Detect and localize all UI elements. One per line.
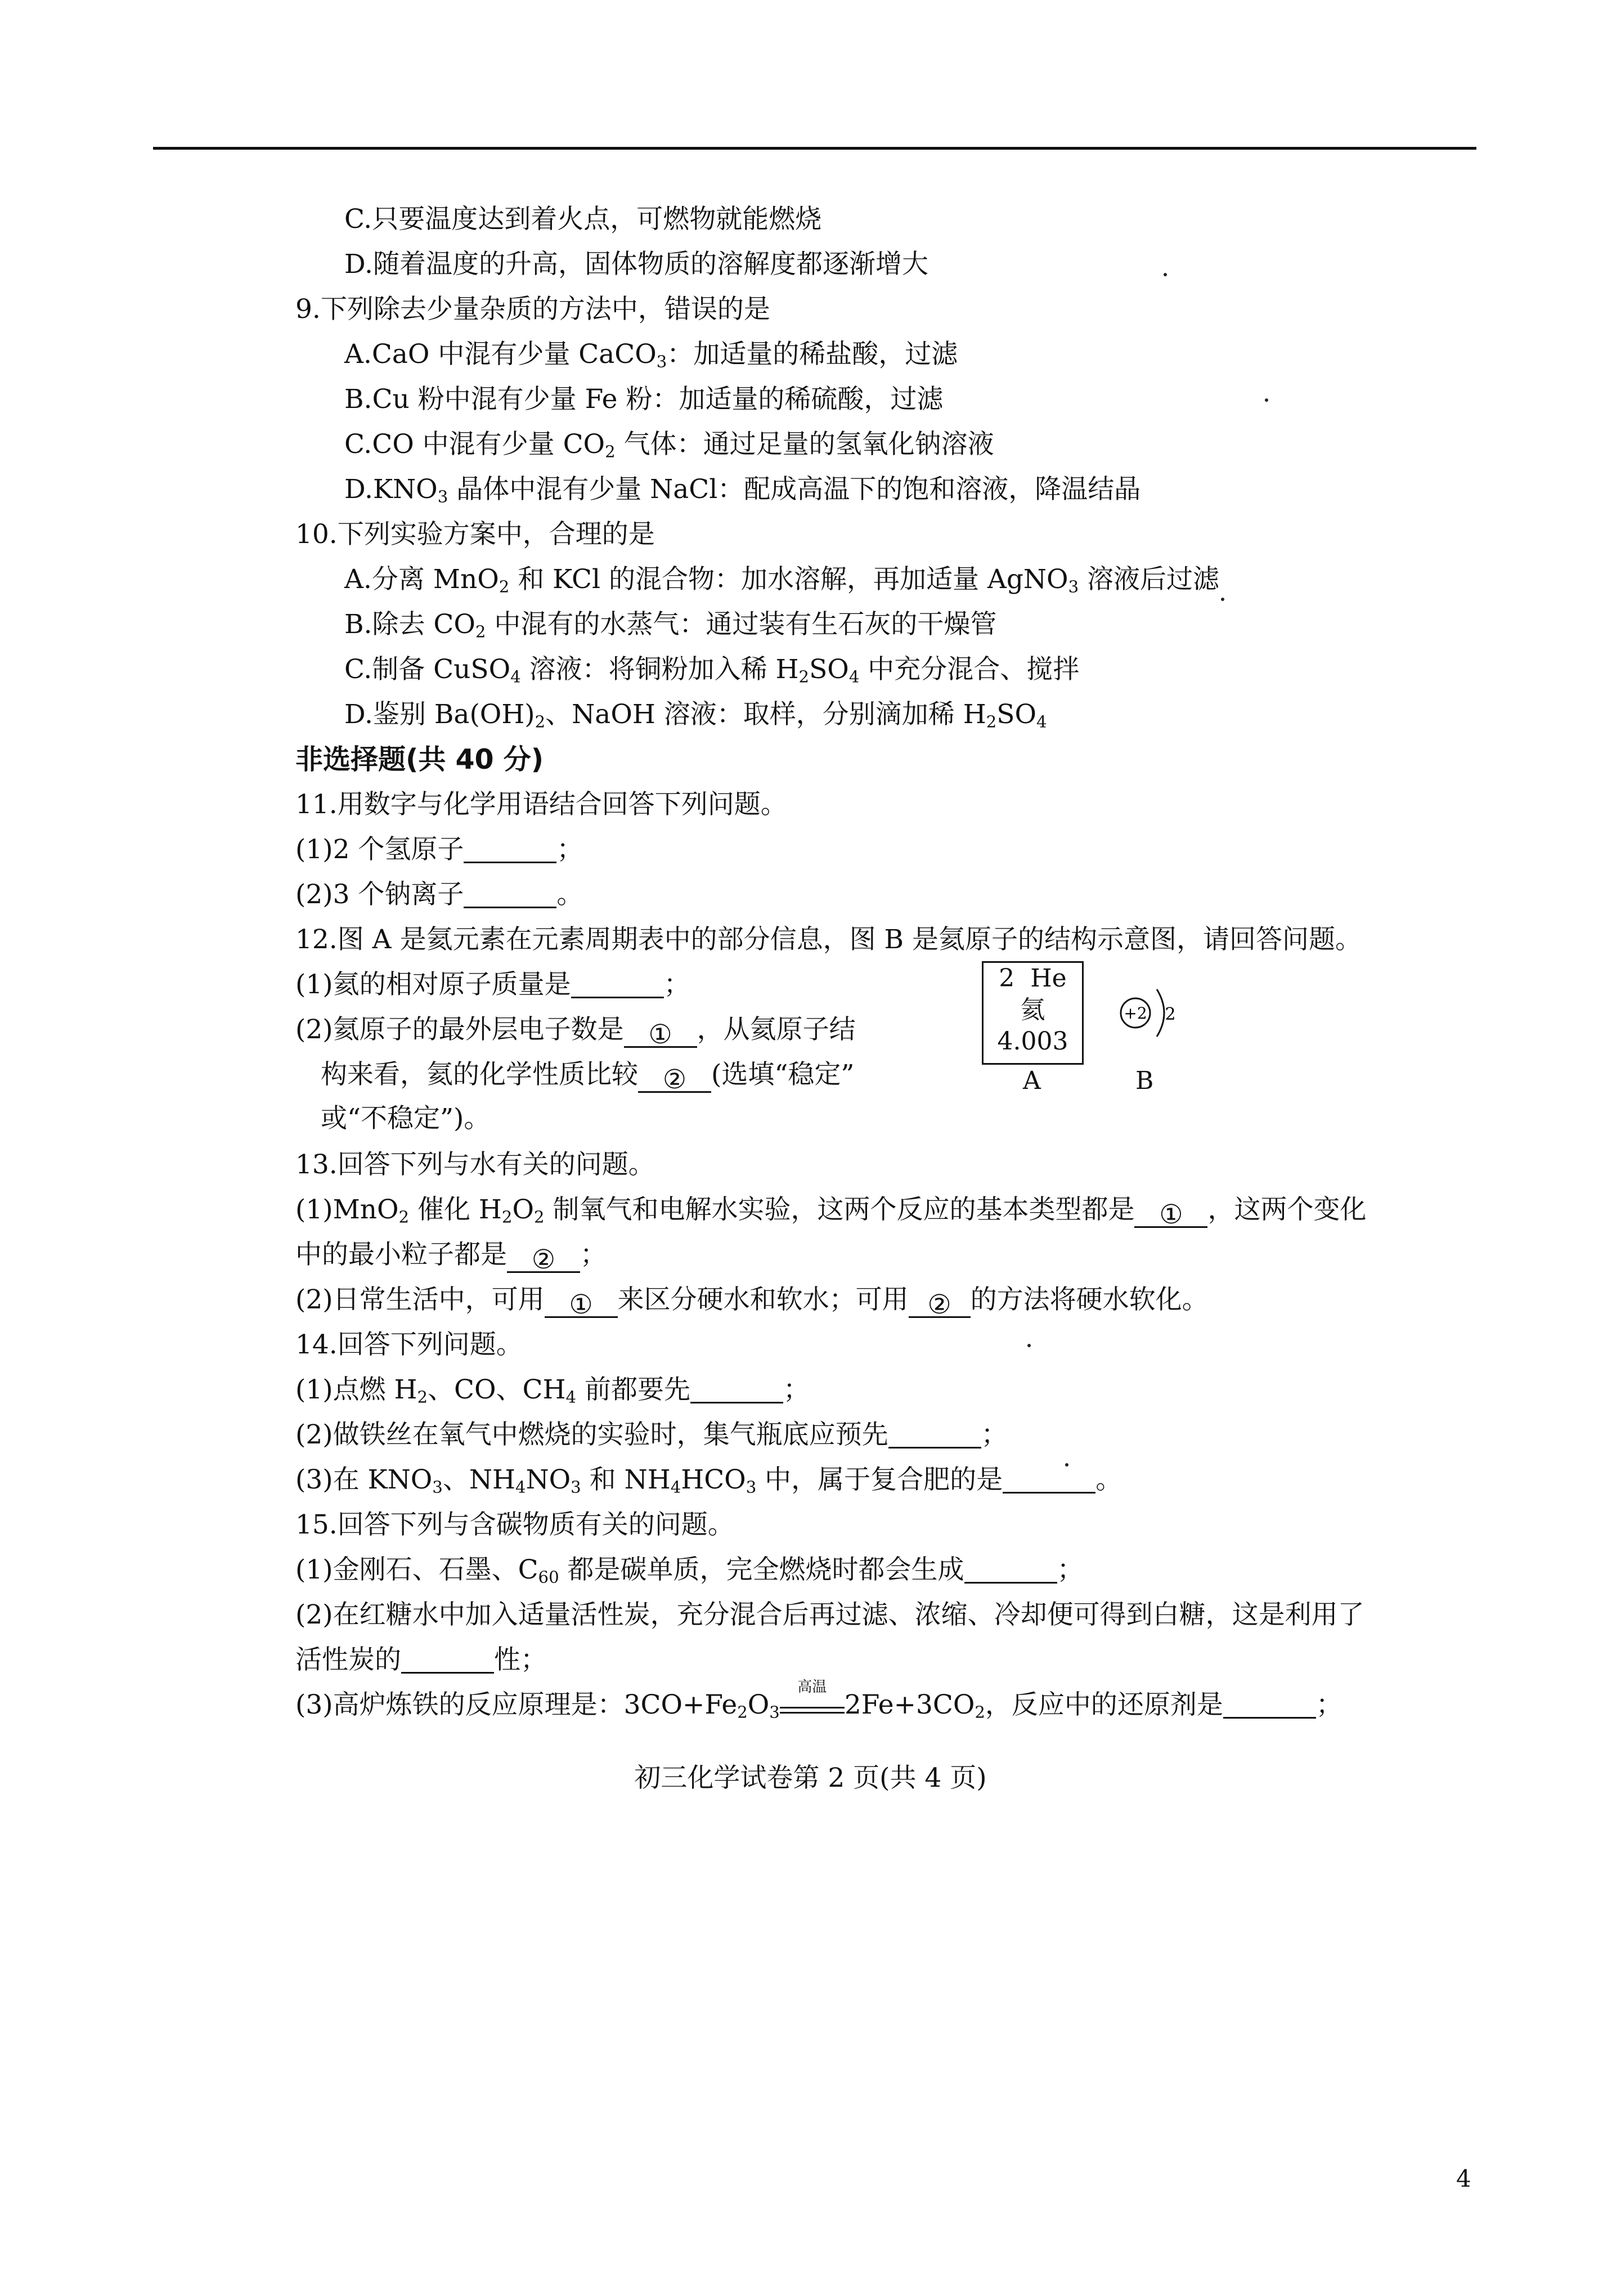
answer-blank[interactable] bbox=[964, 1554, 1057, 1584]
figure-b-label: B bbox=[1135, 1066, 1154, 1095]
scan-speck bbox=[1065, 1463, 1068, 1467]
q11-part1: (1)2 个氢原子 ； bbox=[295, 834, 583, 865]
q13-part1-cont: 中的最小粒子都是 ② ； bbox=[295, 1239, 607, 1276]
q14-part3: (3)在 $KNO_3$、$NH_4NO_3$ 和 $NH_4HCO_3$ 中，属于复合肥的是 。 bbox=[295, 1464, 1122, 1497]
scan-speck bbox=[1027, 1344, 1031, 1347]
q14-stem: 14.回答下列问题。 bbox=[295, 1329, 523, 1360]
element-mass: 4.003 bbox=[997, 1027, 1068, 1056]
q15-part1: (1)金刚石、石墨、$C_{60}$ 都是碳单质，完全燃烧时都会生成 ； bbox=[295, 1554, 1084, 1587]
q9-option-a: A.CaO 中混有少量 CaCO$_3$：加适量的稀盐酸，过滤 bbox=[344, 339, 958, 371]
element-name: 氦 bbox=[1020, 995, 1045, 1024]
q15-part2: (2)在红糖水中加入适量活性炭，充分混合后再过滤、浓缩、冷却便可得到白糖，这是利用了 bbox=[295, 1599, 1364, 1630]
q11-stem: 11.用数字与化学用语结合回答下列问题。 bbox=[295, 789, 787, 820]
q12-part2-cont: 构来看，氦的化学性质比较 ② (选填“稳定” bbox=[321, 1059, 855, 1096]
answer-blank[interactable]: ② bbox=[507, 1243, 580, 1272]
q15-part2-cont: 活性炭的 性； bbox=[295, 1644, 547, 1675]
q15-part3: (3)高炉炼铁的反应原理是：$3CO+Fe_2O_3$ 高温 $2Fe+3CO_2$，反应中的还原剂是 ； bbox=[295, 1679, 1342, 1722]
q10-stem: 10.下列实验方案中，合理的是 bbox=[295, 519, 655, 550]
element-number-symbol: 2 He bbox=[999, 964, 1067, 993]
scan-speck bbox=[1221, 598, 1224, 601]
answer-blank[interactable] bbox=[464, 879, 556, 908]
q12-part2: (2)氦原子的最外层电子数是 ① ，从氦原子结 bbox=[295, 1014, 856, 1051]
q12-stem: 12.图 A 是氦元素在元素周期表中的部分信息，图 B 是氦原子的结构示意图，请回答问题。 bbox=[295, 924, 1362, 955]
condition-label: 高温 bbox=[797, 1679, 827, 1696]
q14-part2: (2)做铁丝在氧气中燃烧的实验时，集气瓶底应预先 ； bbox=[295, 1419, 1008, 1450]
figure-a-label: A bbox=[1023, 1066, 1041, 1095]
page-footer: 初三化学试卷第 2 页(共 4 页) bbox=[634, 1763, 987, 1793]
answer-blank[interactable] bbox=[888, 1419, 981, 1449]
q10-option-a: A.分离 MnO$_2$ 和 KCl 的混合物：加水溶解，再加适量 AgNO$_3$ 溶液后过滤 bbox=[344, 564, 1220, 597]
answer-blank[interactable] bbox=[571, 969, 664, 998]
scan-speck bbox=[1164, 273, 1167, 276]
answer-blank[interactable] bbox=[690, 1374, 783, 1403]
answer-blank[interactable] bbox=[464, 834, 556, 863]
answer-blank[interactable]: ① bbox=[545, 1288, 618, 1317]
q13-part1: (1)MnO$_2$ 催化 $H_2O_2$ 制氧气和电解水实验，这两个反应的基本类型都是 ① ，这两个变化 bbox=[295, 1194, 1367, 1231]
scan-speck bbox=[1265, 398, 1268, 402]
shell-electron-count: 2 bbox=[1165, 1004, 1176, 1024]
q10-option-b: B.除去 $CO_2$ 中混有的水蒸气：通过装有生石灰的干燥管 bbox=[344, 609, 997, 642]
q12-part1: (1)氦的相对原子质量是 ； bbox=[295, 969, 690, 1000]
helium-atom-diagram bbox=[1116, 979, 1184, 1047]
q9-option-c: C.CO 中混有少量 $CO_2$ 气体：通过足量的氢氧化钠溶液 bbox=[344, 429, 994, 461]
answer-blank[interactable]: ② bbox=[909, 1288, 971, 1317]
electron-shell-arc bbox=[1157, 989, 1164, 1037]
answer-blank[interactable]: ① bbox=[1134, 1198, 1207, 1227]
nucleus-charge: +2 bbox=[1124, 1004, 1147, 1023]
q9-option-d: $D.KNO_3$ 晶体中混有少量 NaCl：配成高温下的饱和溶液，降温结晶 bbox=[344, 474, 1141, 506]
option-c-prev: C.只要温度达到着火点，可燃物就能燃烧 bbox=[344, 204, 822, 235]
answer-blank[interactable] bbox=[401, 1644, 494, 1674]
answer-blank[interactable] bbox=[1223, 1689, 1316, 1719]
section-heading: 非选择题(共 40 分) bbox=[295, 743, 544, 775]
q10-option-d: D.鉴别 $Ba(OH)_2$、NaOH 溶液：取样，分别滴加稀 $H_2SO_4$ bbox=[344, 699, 1047, 732]
answer-blank[interactable] bbox=[1003, 1464, 1095, 1494]
q11-part2: (2)3 个钠离子 。 bbox=[295, 879, 583, 910]
q14-part1: (1)点燃 $H_2$、CO、$CH_4$ 前都要先 ； bbox=[295, 1374, 810, 1407]
element-cell-helium bbox=[982, 961, 1084, 1065]
q9-stem: 9.下列除去少量杂质的方法中，错误的是 bbox=[295, 294, 770, 325]
q10-option-c: C.制备 CuSO$_4$ 溶液：将铜粉加入稀 $H_2SO_4$ 中充分混合、搅拌 bbox=[344, 654, 1080, 687]
q12-part2-end: 或“不稳定”)。 bbox=[321, 1103, 491, 1134]
page-number: 4 bbox=[1456, 2165, 1471, 2192]
q13-stem: 13.回答下列与水有关的问题。 bbox=[295, 1149, 655, 1180]
option-d-prev: D.随着温度的升高，固体物质的溶解度都逐渐增大 bbox=[344, 249, 928, 280]
q15-stem: 15.回答下列与含碳物质有关的问题。 bbox=[295, 1509, 734, 1540]
answer-blank[interactable]: ② bbox=[638, 1063, 711, 1092]
reaction-condition bbox=[780, 1679, 845, 1714]
top-rule bbox=[153, 147, 1476, 150]
answer-blank[interactable]: ① bbox=[624, 1018, 697, 1047]
q9-option-b: B.Cu 粉中混有少量 Fe 粉：加适量的稀硫酸，过滤 bbox=[344, 384, 944, 415]
q13-part2: (2)日常生活中，可用 ① 来区分硬水和软水；可用 ② 的方法将硬水软化。 bbox=[295, 1284, 1209, 1321]
